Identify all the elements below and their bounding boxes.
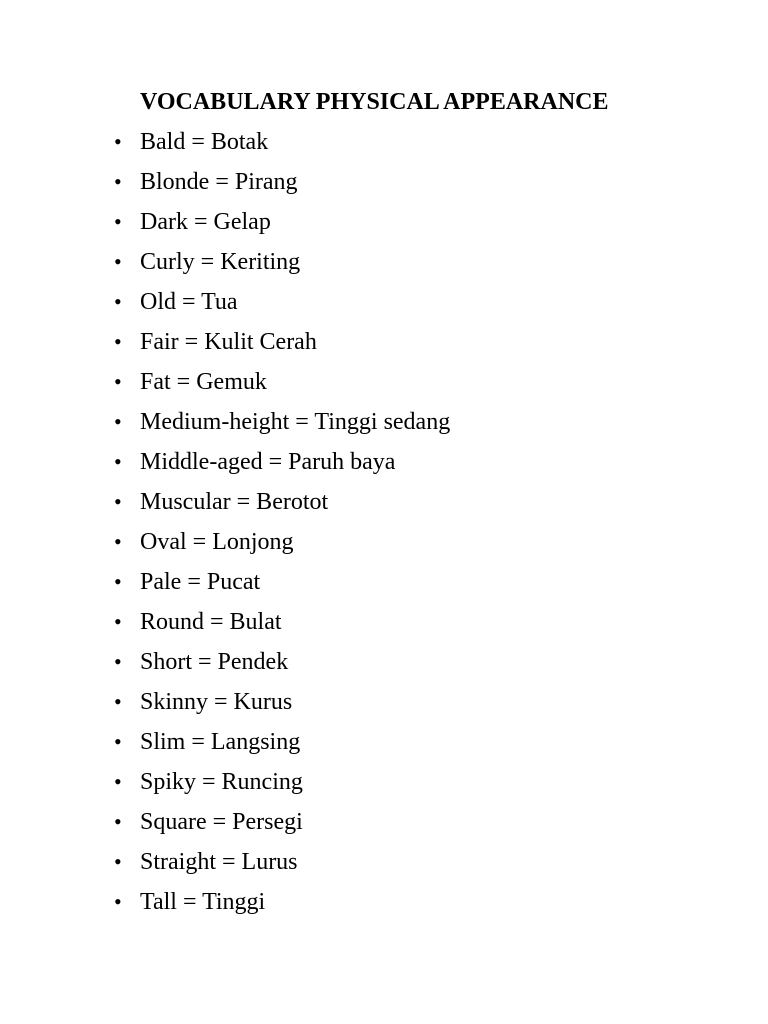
bullet-icon: • — [114, 249, 122, 274]
vocabulary-entry: Dark = Gelap — [140, 209, 271, 235]
vocabulary-entry: Medium-height = Tinggi sedang — [140, 409, 451, 435]
vocabulary-entry: Tall = Tinggi — [140, 889, 266, 915]
bullet-icon: • — [114, 329, 122, 354]
vocabulary-entry: Round = Bulat — [140, 609, 282, 635]
bullet-icon: • — [114, 569, 122, 594]
bullet-icon: • — [114, 489, 122, 514]
document-title: VOCABULARY PHYSICAL APPEARANCE — [140, 89, 609, 115]
bullet-icon: • — [114, 209, 122, 234]
vocabulary-entry: Pale = Pucat — [140, 569, 261, 595]
bullet-icon: • — [114, 169, 122, 194]
bullet-icon: • — [114, 769, 122, 794]
bullet-icon: • — [114, 809, 122, 834]
bullet-icon: • — [114, 449, 122, 474]
vocabulary-entry: Slim = Langsing — [140, 729, 301, 755]
vocabulary-entry: Oval = Lonjong — [140, 529, 294, 555]
vocabulary-entry: Bald = Botak — [140, 129, 269, 155]
bullet-icon: • — [114, 289, 122, 314]
vocabulary-entry: Fat = Gemuk — [140, 369, 267, 395]
vocabulary-entry: Muscular = Berotot — [140, 489, 329, 515]
vocabulary-entry: Straight = Lurus — [140, 849, 298, 875]
vocabulary-entry: Square = Persegi — [140, 809, 303, 835]
vocabulary-entry: Middle-aged = Paruh baya — [140, 449, 396, 475]
bullet-icon: • — [114, 649, 122, 674]
vocabulary-entry: Skinny = Kurus — [140, 689, 293, 715]
vocabulary-entry: Blonde = Pirang — [140, 169, 298, 195]
bullet-icon: • — [114, 609, 122, 634]
bullet-icon: • — [114, 529, 122, 554]
bullet-icon: • — [114, 369, 122, 394]
vocabulary-entry: Old = Tua — [140, 289, 238, 315]
vocabulary-entry: Spiky = Runcing — [140, 769, 303, 795]
vocabulary-entry: Fair = Kulit Cerah — [140, 329, 317, 355]
bullet-icon: • — [114, 729, 122, 754]
vocabulary-entry: Curly = Keriting — [140, 249, 301, 275]
bullet-icon: • — [114, 129, 122, 154]
bullet-icon: • — [114, 689, 122, 714]
bullet-icon: • — [114, 889, 122, 914]
bullet-icon: • — [114, 409, 122, 434]
vocabulary-entry: Short = Pendek — [140, 649, 289, 675]
bullet-icon: • — [114, 849, 122, 874]
